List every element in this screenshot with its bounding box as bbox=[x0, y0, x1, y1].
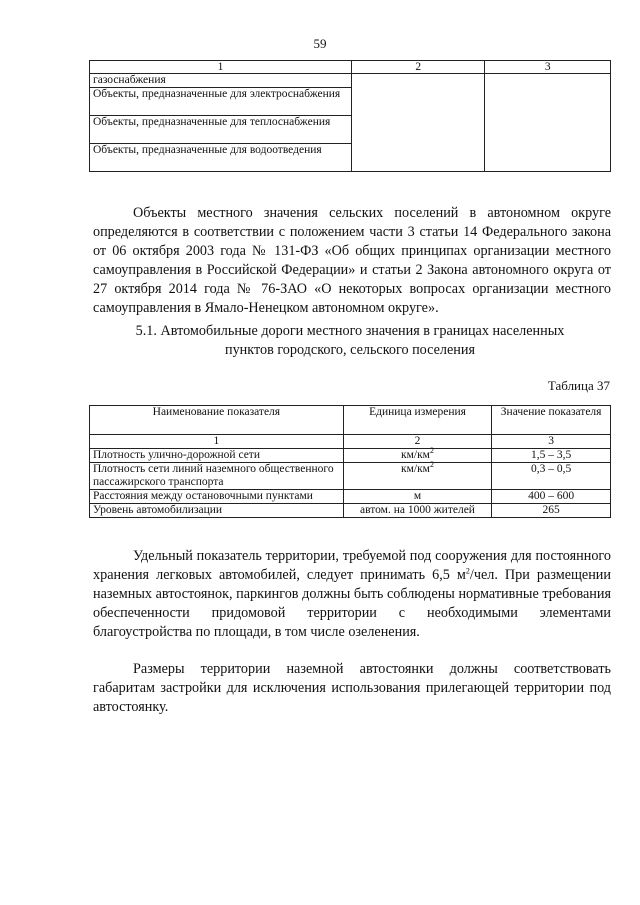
indicator-name: Плотность улично-дорожной сети bbox=[90, 449, 344, 463]
table-cell-name: Объекты, предназначенные для электроснабжения bbox=[90, 88, 352, 116]
table-row bbox=[90, 504, 611, 518]
page-number: 59 bbox=[313, 36, 327, 51]
table-cell-name: Объекты, предназначенные для теплоснабжения bbox=[90, 116, 352, 144]
indicator-value: 1,5 – 3,5 bbox=[492, 449, 611, 463]
unit-superscript: 2 bbox=[429, 446, 434, 456]
header-value: Значение показателя bbox=[492, 406, 611, 435]
table-header-row bbox=[90, 406, 611, 435]
indicator-value: 265 bbox=[492, 504, 611, 518]
column-number-2: 2 bbox=[352, 61, 485, 74]
column-number-1: 1 bbox=[90, 435, 344, 449]
section-heading-line: 5.1. Автомобильные дороги местного значения в границах населенных bbox=[135, 323, 565, 339]
section-heading-line: пунктов городского, сельского поселения bbox=[225, 342, 475, 358]
unit-superscript: 2 bbox=[429, 460, 434, 470]
indicator-value: 0,3 – 0,5 bbox=[492, 463, 611, 490]
paragraph-superscript: 2 bbox=[465, 566, 470, 576]
paragraph-text: Размеры территории наземной автостоянки должны соответствовать габаритам застройки для исключения использования прилегающей территории под автостоянку. bbox=[93, 661, 611, 715]
header-indicator-name: Наименование показателя bbox=[90, 406, 344, 435]
section-heading bbox=[89, 322, 611, 360]
indicator-name: Расстояния между остановочными пунктами bbox=[90, 490, 344, 504]
table-header-row bbox=[90, 61, 611, 74]
table-cell-name: газоснабжения bbox=[90, 74, 352, 88]
table-cell-empty bbox=[485, 74, 611, 172]
column-number-3: 3 bbox=[485, 61, 611, 74]
unit-text: км/км bbox=[401, 449, 430, 461]
paragraph-parking-area bbox=[93, 547, 611, 642]
table-number-row bbox=[90, 435, 611, 449]
paragraph-parking-size bbox=[93, 660, 611, 717]
indicator-unit bbox=[343, 460, 492, 490]
header-unit: Единица измерения bbox=[343, 406, 492, 435]
unit-text: км/км bbox=[401, 463, 430, 475]
objects-table bbox=[89, 60, 611, 172]
indicator-unit: м bbox=[343, 490, 492, 504]
indicator-unit bbox=[343, 446, 492, 463]
paragraph-text: Объекты местного значения сельских поселений в автономном округе определяются в соответствии с положением части 3 статьи 14 Федерального закона от 06 октября 2003 года № 131-ФЗ «Об общих принципах организации местного самоуправления в Российской Федерации» и статьи 2 Закона автономного округа от 27 октября 2014 года № 76-ЗАО «О некоторых вопросах организации местного самоуправления в Ямало-Ненецком автономном округе». bbox=[93, 205, 611, 316]
table-label: Таблица 37 bbox=[547, 378, 610, 393]
indicator-name: Плотность сети линий наземного общественного пассажирского транспорта bbox=[90, 463, 344, 490]
indicator-unit: автом. на 1000 жителей bbox=[343, 504, 492, 518]
column-number-1: 1 bbox=[90, 61, 352, 74]
column-number-2: 2 bbox=[343, 435, 492, 449]
table-cell-name: Объекты, предназначенные для водоотведения bbox=[90, 144, 352, 172]
paragraph-local-objects bbox=[93, 204, 611, 318]
roads-table bbox=[89, 405, 611, 518]
table-row bbox=[90, 463, 611, 490]
table-row bbox=[90, 490, 611, 504]
table-row bbox=[90, 449, 611, 463]
indicator-name: Уровень автомобилизации bbox=[90, 504, 344, 518]
indicator-value: 400 – 600 bbox=[492, 490, 611, 504]
column-number-3: 3 bbox=[492, 435, 611, 449]
paragraph-text: Удельный показатель территории, требуемой под сооружения для постоянного хранения легковых автомобилей, следует принимать 6,5 м bbox=[93, 548, 611, 583]
table-row bbox=[90, 74, 611, 88]
paragraph-text: /чел. При размещении наземных автостоянок, паркингов должны быть соблюдены нормативные требования обеспеченности придомовой территории с необходимыми элементами благоустройства по площади, в том числе озеленения. bbox=[93, 567, 611, 640]
table-cell-empty bbox=[352, 74, 485, 172]
